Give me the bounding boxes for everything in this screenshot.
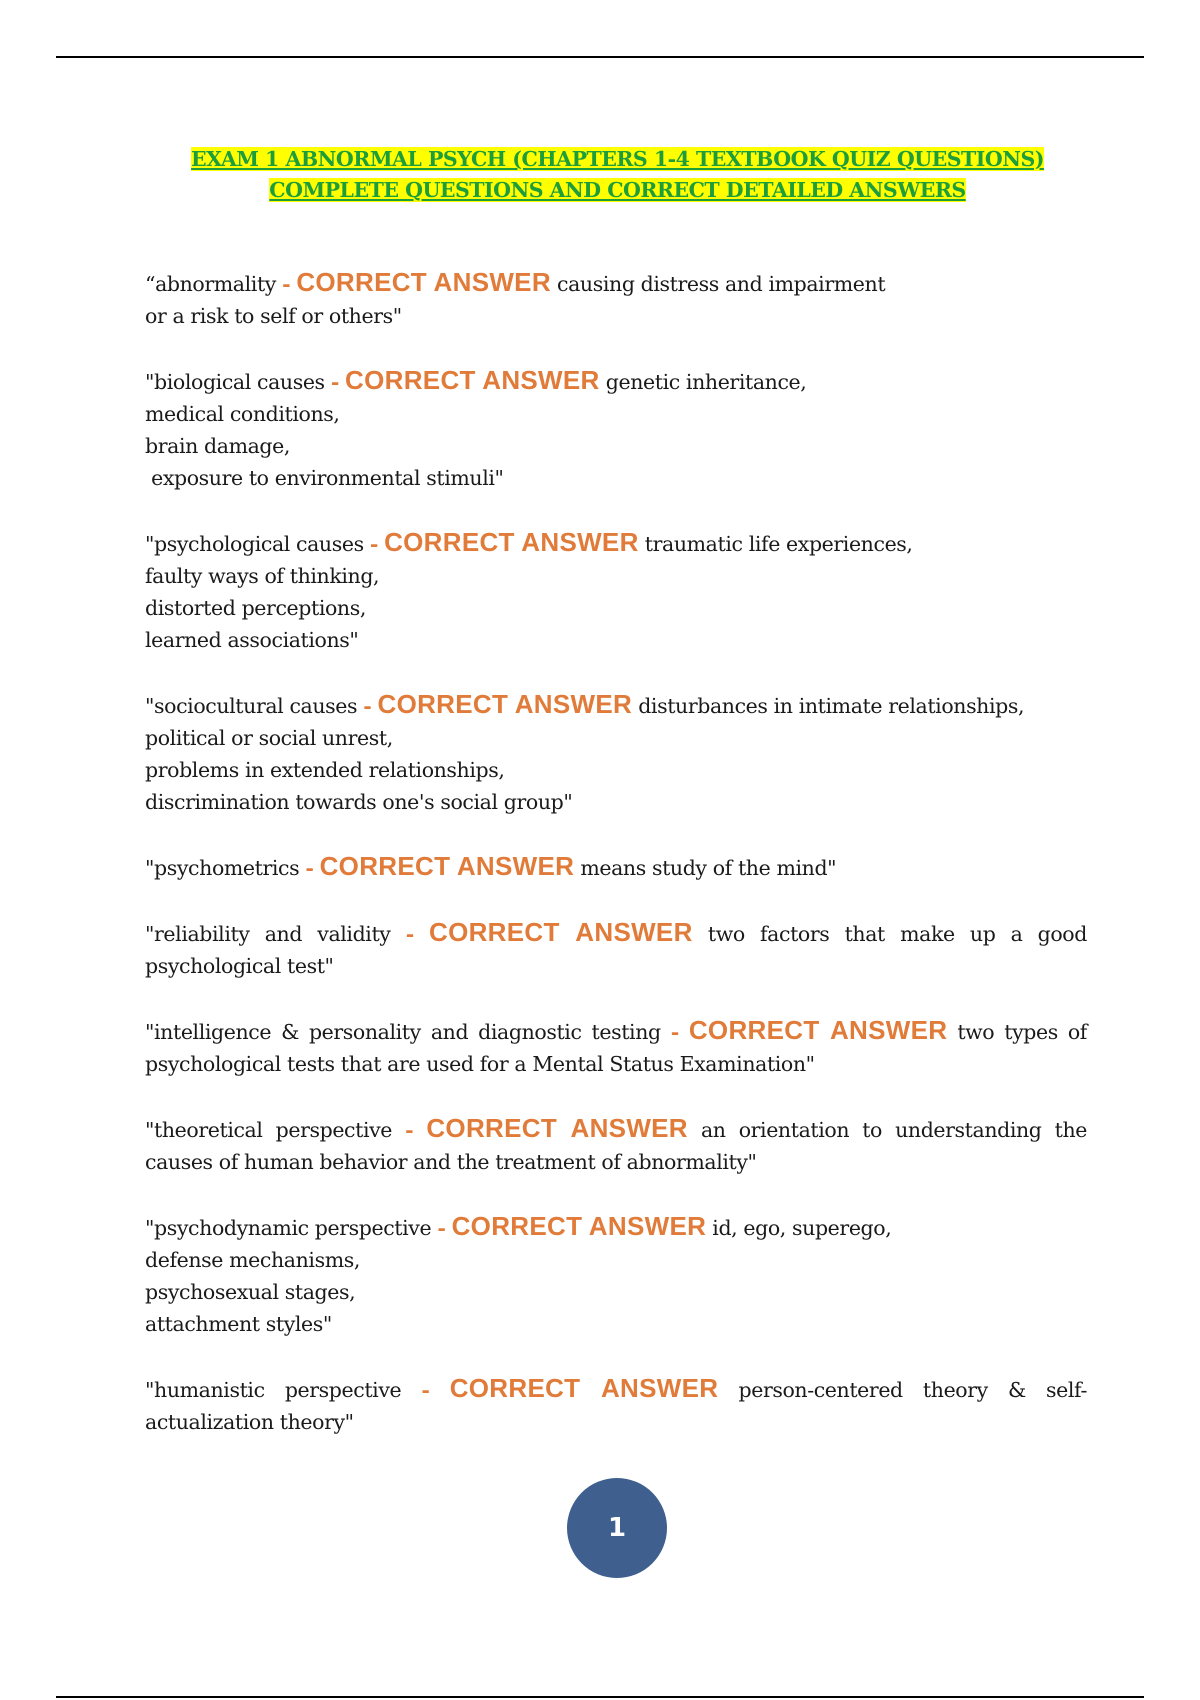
qa-separator: - — [330, 370, 339, 394]
qa-term: "intelligence & personality and diagnostic testing — [145, 1020, 661, 1044]
qa-answer-text: two types of psychological tests that are used for a Mental Status Examination" — [145, 1020, 1087, 1076]
qa-item-abnormality — [145, 266, 1087, 332]
qa-separator: - — [369, 532, 378, 556]
qa-term: "humanistic perspective — [145, 1378, 402, 1402]
qa-separator: - — [405, 922, 414, 946]
page-number: 1 — [607, 1513, 627, 1543]
qa-answer-text: an orientation to understanding the causes of human behavior and the treatment of abnormality" — [145, 1118, 1087, 1174]
qa-item-reliability-validity — [145, 916, 1087, 982]
qa-answer-line: exposure to environmental stimuli" — [145, 466, 504, 490]
correct-answer-label: CORRECT ANSWER — [426, 1113, 688, 1143]
qa-separator: - — [405, 1118, 414, 1142]
qa-answer-line: causing distress and impairment — [557, 272, 886, 296]
qa-item-psychometrics — [145, 850, 1087, 884]
qa-answer-text: person-centered theory & self-actualization theory" — [145, 1378, 1087, 1434]
qa-answer-line: disturbances in intimate relationships, — [638, 694, 1025, 718]
qa-separator: - — [670, 1020, 679, 1044]
qa-answer-line: medical conditions, — [145, 402, 340, 426]
correct-answer-label: CORRECT ANSWER — [451, 1211, 707, 1241]
qa-answer-line: distorted perceptions, — [145, 596, 366, 620]
qa-item-biological-causes — [145, 364, 1087, 494]
document-title — [0, 144, 1200, 206]
correct-answer-label: CORRECT ANSWER — [345, 365, 600, 395]
qa-list — [145, 266, 1087, 1470]
qa-answer-text: two factors that make up a good psychological test" — [145, 922, 1087, 978]
qa-item-sociocultural-causes — [145, 688, 1087, 818]
correct-answer-label: CORRECT ANSWER — [384, 527, 639, 557]
bottom-rule — [56, 1696, 1144, 1698]
qa-answer-line: psychosexual stages, — [145, 1280, 356, 1304]
qa-answer-line: faulty ways of thinking, — [145, 564, 380, 588]
qa-term: "psychodynamic perspective — [145, 1216, 432, 1240]
qa-item-theoretical-perspective — [145, 1112, 1087, 1178]
qa-item-psychological-causes — [145, 526, 1087, 656]
qa-term: "reliability and validity — [145, 922, 391, 946]
correct-answer-label: CORRECT ANSWER — [377, 689, 633, 719]
qa-item-humanistic-perspective — [145, 1372, 1087, 1438]
qa-answer-line: political or social unrest, — [145, 726, 393, 750]
page-number-badge — [567, 1478, 667, 1578]
qa-term: "psychological causes — [145, 532, 364, 556]
qa-item-intelligence-personality — [145, 1014, 1087, 1080]
qa-separator: - — [437, 1216, 446, 1240]
title-line-1: EXAM 1 ABNORMAL PSYCH (CHAPTERS 1-4 TEXTBOOK QUIZ QUESTIONS) — [191, 147, 1044, 171]
qa-answer-line: defense mechanisms, — [145, 1248, 360, 1272]
correct-answer-label: CORRECT ANSWER — [296, 267, 551, 297]
qa-answer-line: brain damage, — [145, 434, 290, 458]
qa-item-psychodynamic-perspective — [145, 1210, 1087, 1340]
qa-term: "theoretical perspective — [145, 1118, 393, 1142]
correct-answer-label: CORRECT ANSWER — [429, 917, 693, 947]
correct-answer-label: CORRECT ANSWER — [688, 1015, 948, 1045]
qa-answer-line: means study of the mind" — [580, 856, 837, 880]
qa-term: "psychometrics — [145, 856, 300, 880]
qa-separator: - — [305, 856, 314, 880]
qa-term: "biological causes — [145, 370, 325, 394]
qa-term: "sociocultural causes — [145, 694, 358, 718]
qa-separator: - — [363, 694, 372, 718]
qa-answer-line: id, ego, superego, — [712, 1216, 892, 1240]
qa-answer-line: attachment styles" — [145, 1312, 332, 1336]
qa-separator: - — [421, 1378, 430, 1402]
correct-answer-label: CORRECT ANSWER — [449, 1373, 719, 1403]
title-line-2: COMPLETE QUESTIONS AND CORRECT DETAILED ANSWERS — [269, 178, 966, 202]
qa-answer-line: problems in extended relationships, — [145, 758, 505, 782]
qa-answer-line: or a risk to self or others" — [145, 304, 402, 328]
qa-answer-line: genetic inheritance, — [605, 370, 807, 394]
qa-answer-line: traumatic life experiences, — [644, 532, 913, 556]
top-rule — [56, 56, 1144, 58]
qa-answer-line: learned associations" — [145, 628, 359, 652]
qa-answer-line: discrimination towards one's social group" — [145, 790, 573, 814]
correct-answer-label: CORRECT ANSWER — [319, 851, 575, 881]
qa-separator: - — [282, 272, 291, 296]
qa-term: “abnormality — [145, 272, 276, 296]
